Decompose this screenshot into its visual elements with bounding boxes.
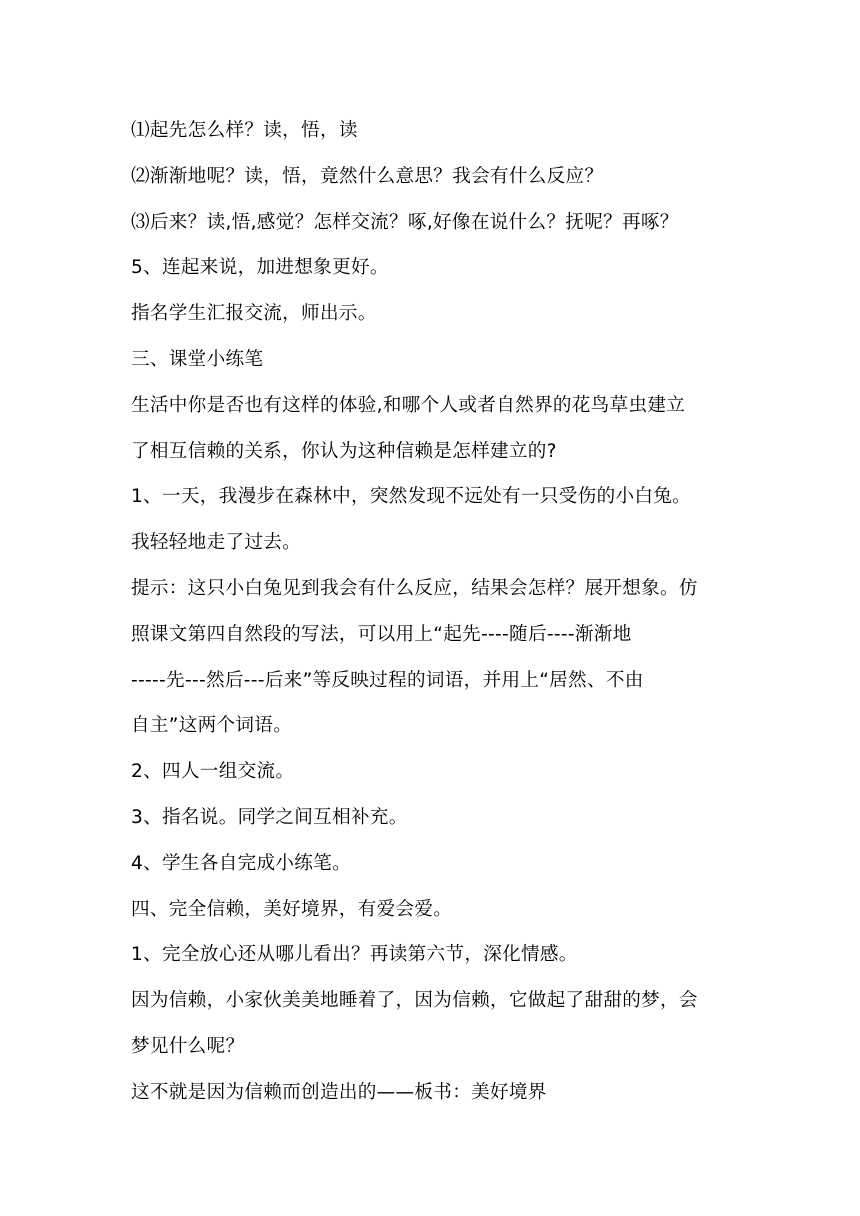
section-heading: 三、课堂小练笔: [131, 348, 264, 370]
text-line: 这不就是因为信赖而创造出的——板书：美好境界: [131, 1081, 547, 1103]
text-line: 1、一天，我漫步在森林中，突然发现不远处有一只受伤的小白兔。: [131, 486, 692, 508]
text-line: 因为信赖，小家伙美美地睡着了，因为信赖，它做起了甜甜的梦，会: [131, 990, 698, 1012]
text-line: 2、四人一组交流。: [131, 761, 295, 783]
text-line: 梦见什么呢？: [131, 1035, 245, 1057]
text-line: -----先---然后---后来”等反映过程的词语，并用上“居然、不由: [131, 669, 644, 691]
text-line: ⑴起先怎么样？读，悟，读: [131, 120, 358, 141]
text-line: ⑵渐渐地呢？读，悟，竟然什么意思？我会有什么反应？: [131, 165, 604, 187]
text-line: 4、学生各自完成小练笔。: [131, 852, 351, 874]
section-heading: 四、完全信赖，美好境界，有爱会爱。: [131, 898, 453, 920]
text-line: 照课文第四自然段的写法，可以用上“起先----随后----渐渐地: [131, 623, 632, 645]
text-line: 3、指名说。同学之间互相补充。: [131, 806, 408, 828]
text-line: ⑶后来？读,悟,感觉？怎样交流？啄,好像在说什么？抚呢？再啄？: [131, 211, 679, 233]
text-line: 提示：这只小白兔见到我会有什么反应，结果会怎样？展开想象。仿: [131, 577, 698, 599]
text-line: 指名学生汇报交流，师出示。: [131, 303, 377, 325]
text-line: 了相互信赖的关系，你认为这种信赖是怎样建立的?: [131, 440, 557, 462]
text-line: 生活中你是否也有这样的体验,和哪个人或者自然界的花鸟草虫建立: [131, 394, 686, 416]
text-line: 自主”这两个词语。: [131, 715, 293, 737]
text-line: 我轻轻地走了过去。: [131, 532, 302, 554]
text-line: 1、完全放心还从哪儿看出？再读第六节，深化情感。: [131, 944, 578, 966]
document-body: [131, 108, 737, 1116]
text-line: 5、连起来说，加进想象更好。: [131, 257, 389, 279]
